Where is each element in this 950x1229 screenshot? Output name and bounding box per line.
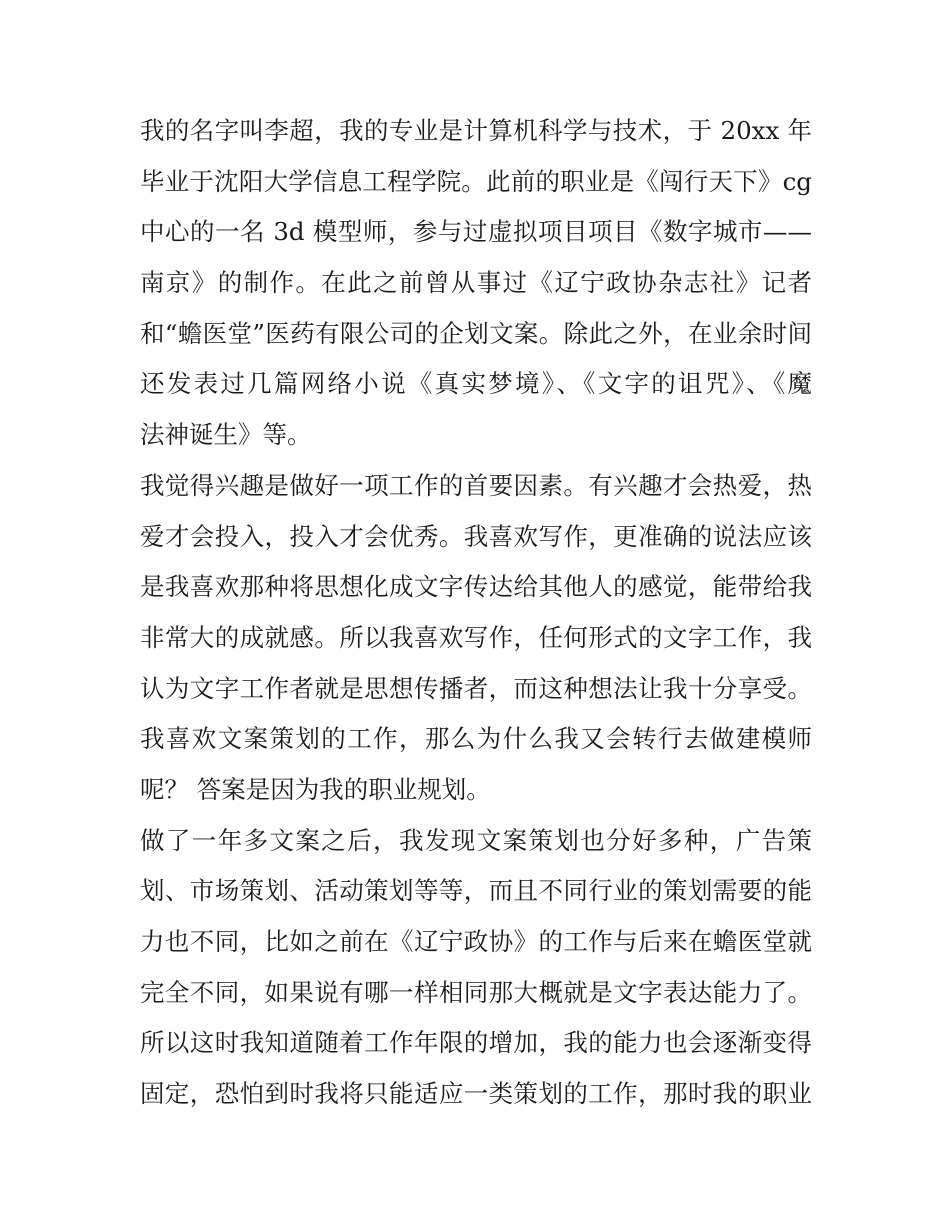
- text-line: 是我喜欢那种将思想化成文字传达给其他人的感觉，能带给我: [140, 572, 812, 602]
- paragraph-2: [140, 461, 812, 816]
- text-line: 所以这时我知道随着工作年限的增加，我的能力也会逐渐变得: [140, 1028, 812, 1058]
- paragraph-3: [140, 816, 812, 1120]
- text-line: 划、市场策划、活动策划等等，而且不同行业的策划需要的能: [140, 876, 812, 906]
- document-body: [140, 106, 812, 1120]
- paragraph-1: [140, 106, 812, 461]
- text-line: 完全不同，如果说有哪一样相同那大概就是文字表达能力了。: [140, 977, 812, 1007]
- text-line: 做了一年多文案之后，我发现文案策划也分好多种，广告策: [140, 825, 812, 855]
- text-line: 还发表过几篇网络小说《真实梦境》、《文字的诅咒》、《魔: [140, 369, 812, 399]
- text-line: 固定，恐怕到时我将只能适应一类策划的工作，那时我的职业: [140, 1079, 812, 1109]
- text-line: 力也不同，比如之前在《辽宁政协》的工作与后来在蟾医堂就: [140, 927, 812, 956]
- text-line: 南京》的制作。在此之前曾从事过《辽宁政协杂志社》记者: [140, 268, 812, 298]
- text-line: 我喜欢文案策划的工作，那么为什么我又会转行去做建模师: [140, 724, 812, 754]
- text-line: 和“蟾医堂”医药有限公司的企划文案。除此之外，在业余时间: [140, 318, 812, 348]
- text-line: 认为文字工作者就是思想传播者，而这种想法让我十分享受。: [140, 673, 812, 703]
- text-line: 非常大的成就感。所以我喜欢写作，任何形式的文字工作，我: [140, 622, 812, 652]
- text-line: 中心的一名 3d 模型师，参与过虚拟项目项目《数字城市——: [140, 217, 812, 247]
- text-line: 我觉得兴趣是做好一项工作的首要因素。有兴趣才会热爱，热: [140, 470, 812, 500]
- text-line: 呢？ 答案是因为我的职业规划。: [140, 774, 491, 804]
- text-line: 我的名字叫李超，我的专业是计算机科学与技术，于 20xx 年: [140, 116, 812, 145]
- text-line: 毕业于沈阳大学信息工程学院。此前的职业是《闯行天下》cg: [140, 166, 812, 196]
- text-line: 爱才会投入，投入才会优秀。我喜欢写作，更准确的说法应该: [140, 521, 812, 551]
- text-line: 法神诞生》等。: [140, 420, 312, 450]
